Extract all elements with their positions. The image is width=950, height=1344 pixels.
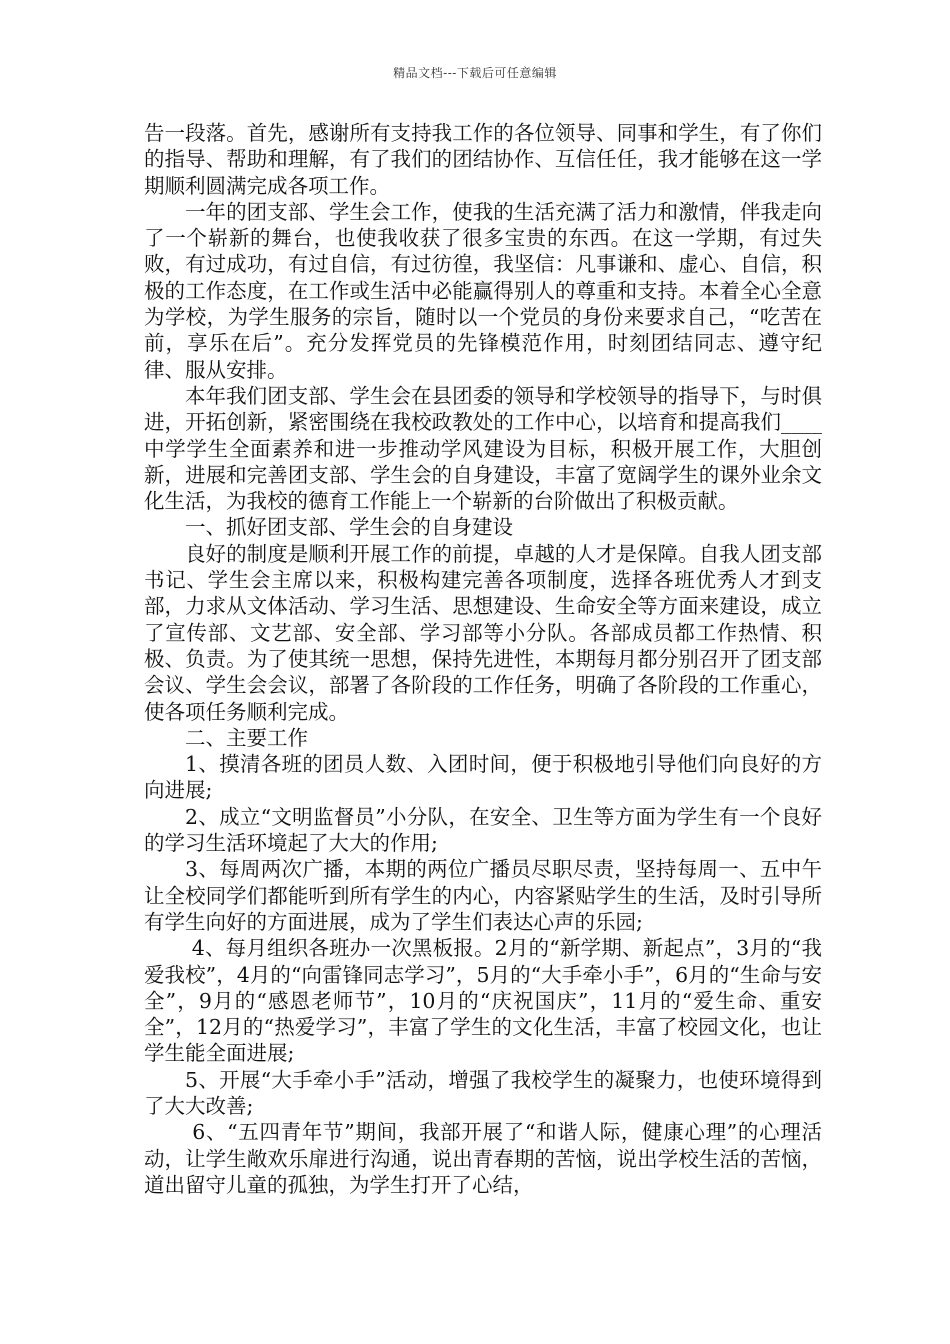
list-item-4: 4、每月组织各班办一次黑板报。2月的“新学期、新起点”，3月的“我爱我校”，4月的“向雷锋同志学习”，5月的“大手牵小手”，6月的“生命与安全”，9月的“感恩老师节”，10月的“庆祝国庆”，11月的“爱生命、重安全”，12月的“热爱学习”，丰富了学生的文化生活，丰富了校园文化，也让学生能全面进展; — [144, 936, 822, 1066]
list-item-3: 3、每周两次广播，本期的两位广播员尽职尽责，坚持每周一、五中午让全校同学们都能听到所有学生的内心，内容紧贴学生的生活，及时引导所有学生向好的方面进展，成为了学生们表达心声的乐园; — [144, 857, 822, 934]
paragraph-system-building: 良好的制度是顺利开展工作的前提，卓越的人才是保障。自我人团支部书记、学生会主席以来，积极构建完善各项制度，选择各班优秀人才到支部，力求从文体活动、学习生活、思想建设、生命安全等方面来建设，成立了宣传部、文艺部、安全部、学习部等小分队。各部成员都工作热情、积极、负责。为了使其统一思想，保持先进性，本期每月都分别召开了团支部会议、学生会会议，部署了各阶段的工作任务，明确了各阶段的工作重心，使各项任务顺利完成。 — [144, 541, 822, 724]
list-item-2: 2、成立“文明监督员”小分队，在安全、卫生等方面为学生有一个良好的学习生活环境起了大大的作用; — [144, 804, 822, 856]
list-item-1: 1、摸清各班的团员人数、入团时间，便于积极地引导他们向良好的方向进展; — [144, 752, 822, 803]
page-header: 精品文档---下载后可任意编辑 — [393, 66, 557, 80]
list-item-5: 5、开展“大手牵小手”活动，增强了我校学生的凝聚力，也使环境得到了大大改善; — [144, 1067, 822, 1118]
paragraph-intro-continued: 告一段落。首先，感谢所有支持我工作的各位领导、同事和学生，有了你们的指导、帮助和理解，有了我们的团结协作、互信任任，我才能够在这一学期顺利圆满完成各项工作。 — [144, 121, 822, 198]
section-heading-2: 二、主要工作 — [185, 725, 308, 750]
paragraph-year-of-work: 一年的团支部、学生会工作，使我的生活充满了活力和激情，伴我走向了一个崭新的舞台，也使我收获了很多宝贵的东西。在这一学期，有过失败，有过成功，有过自信，有过彷徨，我坚信：凡事谦和、虚心、自信，积极的工作态度，在工作或生活中必能赢得别人的尊重和支持。本着全心全意为学校，为学生服务的宗旨，随时以一个党员的身份来要求自己，“吃苦在前，享乐在后”。充分发挥党员的先锋模范作用，时刻团结同志、遵守纪律、服从安排。 — [144, 199, 822, 382]
section-heading-1: 一、抓好团支部、学生会的自身建设 — [185, 515, 513, 540]
list-item-6: 6、“五四青年节”期间，我部开展了“和谐人际，健康心理”的心理活动，让学生敞欢乐扉进行沟通，说出青春期的苦恼，说出学校生活的苦恼，道出留守儿童的孤独，为学生打开了心结， — [144, 1120, 822, 1197]
paragraph-this-year: 本年我们团支部、学生会在县团委的领导和学校领导的指导下，与时俱进，开拓创新，紧密围绕在我校政教处的工作中心，以培育和提高我们____中学学生全面素养和进一步推动学风建设为目标，积极开展工作，大胆创新，进展和完善团支部、学生会的自身建设，丰富了宽阔学生的课外业余文化生活，为我校的德育工作能上一个崭新的台阶做出了积极贡献。 — [144, 383, 822, 514]
document-body — [144, 120, 822, 1198]
